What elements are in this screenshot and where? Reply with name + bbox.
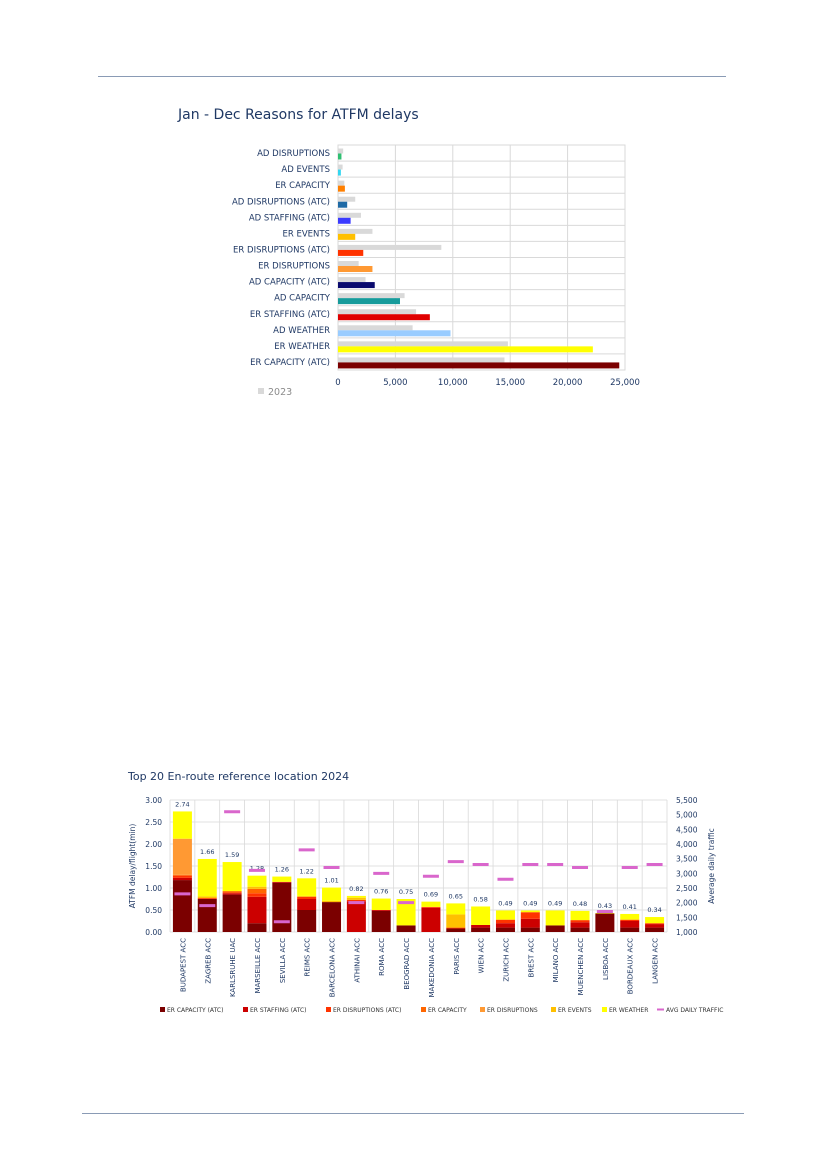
category-label: LISBOA ACC: [601, 938, 610, 980]
y2-tick-label: 5,500: [676, 796, 698, 805]
stack-segment: [546, 910, 565, 925]
stack-segment: [372, 910, 391, 911]
category-label: WIEN ACC: [477, 938, 486, 974]
y2-tick-label: 4,500: [676, 825, 698, 835]
bar-2023: [338, 309, 416, 314]
legend-label: ER CAPACITY: [428, 1007, 467, 1014]
category-label: AD EVENTS: [281, 165, 330, 176]
stack-segment: [347, 898, 366, 900]
stack-segment: [645, 924, 664, 928]
stack-segment: [546, 925, 565, 932]
stack-segment: [421, 907, 440, 908]
total-label: 0.49: [498, 899, 513, 908]
bar-2023: [338, 197, 355, 202]
footer-rule: [82, 1113, 744, 1114]
stack-segment: [496, 928, 515, 932]
bar-2023: [338, 245, 441, 250]
total-label: 0.82: [349, 884, 364, 893]
stack-segment: [173, 876, 192, 878]
stack-segment: [446, 928, 465, 929]
category-label: BEOGRAD ACC: [403, 938, 412, 990]
bar-2023: [338, 213, 361, 218]
stack-segment: [297, 896, 316, 897]
bar-current: [338, 234, 355, 240]
legend-swatch: [602, 1007, 607, 1012]
legend-swatch: [551, 1007, 556, 1012]
stack-segment: [521, 919, 540, 928]
category-label: MAKEDONIA ACC: [427, 938, 436, 998]
x-tick-label: 10,000: [437, 378, 468, 388]
y2-tick-label: 4,000: [676, 840, 698, 849]
category-label: ER CAPACITY: [275, 181, 330, 192]
stack-segment: [322, 888, 341, 901]
total-label: 2.74: [175, 800, 190, 809]
stack-segment: [297, 878, 316, 896]
category-label: AD STAFFING (ATC): [248, 213, 330, 224]
bar-2023: [338, 181, 344, 186]
y-tick-label: 0.00: [145, 928, 162, 937]
total-label: 1.59: [224, 851, 240, 860]
bar-current: [338, 282, 375, 288]
stack-segment: [223, 893, 242, 894]
stack-segment: [372, 899, 391, 910]
stack-segment: [247, 887, 266, 889]
stack-segment: [272, 877, 291, 882]
total-label: 1.26: [274, 865, 290, 874]
stack-segment: [620, 920, 639, 921]
category-label: ZAGREB ACC: [204, 938, 213, 984]
legend-label: ER DISRUPTIONS (ATC): [333, 1007, 402, 1014]
stack-segment: [247, 893, 266, 897]
bar-2023: [338, 293, 405, 298]
stack-segment: [322, 902, 341, 932]
bar-current: [338, 330, 451, 336]
stack-segment: [347, 900, 366, 901]
atfm-reasons-chart: [0, 135, 827, 435]
category-label: BARCELONA ACC: [328, 938, 337, 998]
stack-segment: [173, 811, 192, 838]
category-label: SEVILLA ACC: [278, 938, 287, 984]
x-tick-label: 5,000: [383, 378, 408, 388]
legend-label: AVG DAILY TRAFFIC: [666, 1007, 724, 1014]
stack-segment: [223, 892, 242, 893]
stack-segment: [247, 923, 266, 932]
legend-label: ER EVENTS: [558, 1007, 592, 1014]
category-label: AD DISRUPTIONS (ATC): [231, 197, 330, 208]
total-label: 0.34: [647, 906, 662, 915]
bar-2023: [338, 149, 343, 154]
stack-segment: [297, 910, 316, 932]
y2-tick-label: 1,000: [676, 928, 698, 937]
total-label: 0.69: [423, 890, 439, 899]
stack-segment: [496, 920, 515, 924]
legend-label: ER DISRUPTIONS: [487, 1007, 538, 1014]
stack-segment: [645, 917, 664, 923]
bar-current: [338, 314, 430, 320]
category-label: ER EVENTS: [282, 229, 330, 240]
stack-segment: [620, 914, 639, 920]
category-label: REIMS ACC: [303, 938, 312, 977]
y2-tick-label: 2,500: [676, 884, 698, 893]
stack-segment: [397, 925, 416, 932]
total-label: 1.28: [249, 864, 265, 873]
stack-segment: [571, 928, 590, 932]
stack-segment: [247, 876, 266, 887]
bar-current: [338, 298, 400, 304]
y2-axis-label: Average daily traffic: [707, 828, 716, 904]
bar-current: [338, 202, 347, 208]
total-label: 0.58: [473, 895, 488, 904]
category-label: AD CAPACITY: [274, 293, 330, 304]
category-label: ZURICH ACC: [502, 938, 511, 982]
total-label: 1.22: [299, 867, 314, 876]
stack-segment: [347, 901, 366, 932]
bar-current: [338, 186, 345, 192]
total-label: 0.75: [398, 888, 414, 896]
category-label: BORDEAUX ACC: [626, 938, 635, 995]
category-label: KARLSRUHE UAC: [229, 938, 238, 998]
bar-current: [338, 266, 372, 272]
category-label: MILANO ACC: [552, 938, 561, 983]
legend-swatch-2023: [258, 388, 264, 394]
bar-2023: [338, 357, 504, 362]
stack-segment: [446, 903, 465, 914]
y2-tick-label: 1,500: [676, 913, 698, 923]
y-tick-label: 2.00: [145, 840, 162, 849]
stack-segment: [223, 891, 242, 892]
total-label: 0.76: [373, 887, 389, 896]
total-label: 1.01: [324, 876, 339, 885]
bar-2023: [338, 229, 372, 234]
stack-segment: [198, 898, 217, 899]
stack-segment: [198, 896, 217, 898]
legend-label-2023: 2023: [268, 387, 293, 398]
stack-segment: [645, 928, 664, 932]
category-label: ER DISRUPTIONS: [258, 261, 330, 272]
category-label: ER WEATHER: [274, 341, 330, 352]
category-label: BUDAPEST ACC: [179, 938, 188, 993]
stack-segment: [496, 910, 515, 919]
stack-segment: [446, 928, 465, 932]
category-label: BREST ACC: [527, 938, 536, 978]
total-label: 0.49: [523, 899, 538, 908]
stack-segment: [421, 902, 440, 907]
stack-segment: [595, 914, 614, 932]
total-label: 0.43: [597, 902, 613, 911]
y-tick-label: 0.50: [145, 906, 162, 915]
legend-swatch: [326, 1007, 331, 1012]
stack-segment: [571, 920, 590, 922]
bar-current: [338, 362, 619, 368]
legend-swatch: [421, 1007, 426, 1012]
y-axis-label: ATFM delay/flight(min): [128, 823, 137, 909]
stack-segment: [471, 906, 490, 924]
stack-segment: [347, 896, 366, 898]
stack-segment: [173, 839, 192, 875]
stack-segment: [521, 928, 540, 932]
category-label: LANGEN ACC: [651, 938, 660, 984]
category-label: AD WEATHER: [273, 325, 330, 336]
bar-current: [338, 346, 593, 352]
stack-segment: [322, 901, 341, 902]
category-label: MUENCHEN ACC: [577, 938, 586, 996]
bar-2023: [338, 341, 508, 346]
legend-label: ER WEATHER: [609, 1007, 649, 1014]
total-label: 1.66: [200, 847, 215, 856]
stack-segment: [223, 895, 242, 932]
stack-segment: [496, 923, 515, 927]
bar-2023: [338, 165, 343, 170]
stack-segment: [521, 912, 540, 919]
stack-segment: [173, 880, 192, 932]
stack-segment: [173, 875, 192, 876]
legend-swatch: [480, 1007, 485, 1012]
stack-segment: [372, 911, 391, 932]
stack-segment: [446, 914, 465, 927]
category-label: ER CAPACITY (ATC): [250, 357, 330, 368]
stack-segment: [620, 921, 639, 928]
stack-segment: [620, 928, 639, 932]
y-tick-label: 2.50: [145, 818, 162, 827]
category-label: MARSEILLE ACC: [253, 938, 262, 994]
bar-2023: [338, 325, 413, 330]
bar-current: [338, 154, 341, 160]
x-tick-label: 20,000: [552, 378, 583, 388]
y2-tick-label: 3,500: [676, 854, 698, 864]
legend-swatch: [243, 1007, 248, 1012]
y2-tick-label: 5,000: [676, 810, 698, 820]
y-tick-label: 1.50: [145, 862, 162, 871]
stack-segment: [247, 889, 266, 893]
legend-label: ER STAFFING (ATC): [250, 1007, 307, 1014]
stack-segment: [198, 859, 217, 896]
y2-tick-label: 2,000: [676, 898, 698, 908]
y2-tick-label: 3,000: [676, 869, 698, 879]
legend-label: ER CAPACITY (ATC): [167, 1007, 224, 1014]
total-label: 0.49: [547, 899, 563, 908]
bar-2023: [338, 277, 366, 282]
stack-segment: [471, 928, 490, 932]
stack-segment: [571, 922, 590, 927]
total-label: 0.41: [622, 902, 637, 911]
stack-segment: [272, 883, 291, 932]
stack-segment: [297, 897, 316, 899]
stack-segment: [173, 878, 192, 880]
x-tick-label: 0: [335, 378, 341, 388]
chart2-title: Top 20 En-route reference location 2024: [128, 770, 350, 783]
stack-segment: [297, 899, 316, 910]
y-tick-label: 1.00: [145, 884, 162, 893]
stack-segment: [471, 925, 490, 928]
category-label: ROMA ACC: [378, 938, 387, 976]
legend-swatch: [160, 1007, 165, 1012]
category-label: AD DISRUPTIONS: [257, 149, 330, 160]
bar-current: [338, 250, 363, 256]
stack-segment: [247, 897, 266, 923]
category-label: PARIS ACC: [452, 938, 461, 975]
stack-segment: [521, 910, 540, 912]
stack-segment: [645, 923, 664, 924]
stack-segment: [223, 862, 242, 891]
top20-enroute-chart: [0, 790, 827, 1040]
chart1-title: Jan - Dec Reasons for ATFM delays: [178, 107, 419, 123]
total-label: 0.65: [448, 892, 464, 901]
header-rule: [98, 76, 726, 77]
stack-segment: [421, 908, 440, 932]
bar-current: [338, 170, 341, 176]
x-tick-label: 15,000: [495, 378, 526, 388]
bar-current: [338, 218, 351, 224]
stack-segment: [272, 882, 291, 883]
category-label: AD CAPACITY (ATC): [248, 277, 330, 288]
x-tick-label: 25,000: [610, 378, 640, 388]
bar-2023: [338, 261, 359, 266]
category-label: ER STAFFING (ATC): [249, 309, 330, 320]
category-label: ER DISRUPTIONS (ATC): [233, 245, 330, 256]
stack-segment: [198, 899, 217, 932]
stack-segment: [571, 911, 590, 920]
category-label: ATHINAI ACC: [353, 938, 362, 983]
total-label: 0.48: [572, 899, 588, 908]
y-tick-label: 3.00: [145, 796, 162, 805]
